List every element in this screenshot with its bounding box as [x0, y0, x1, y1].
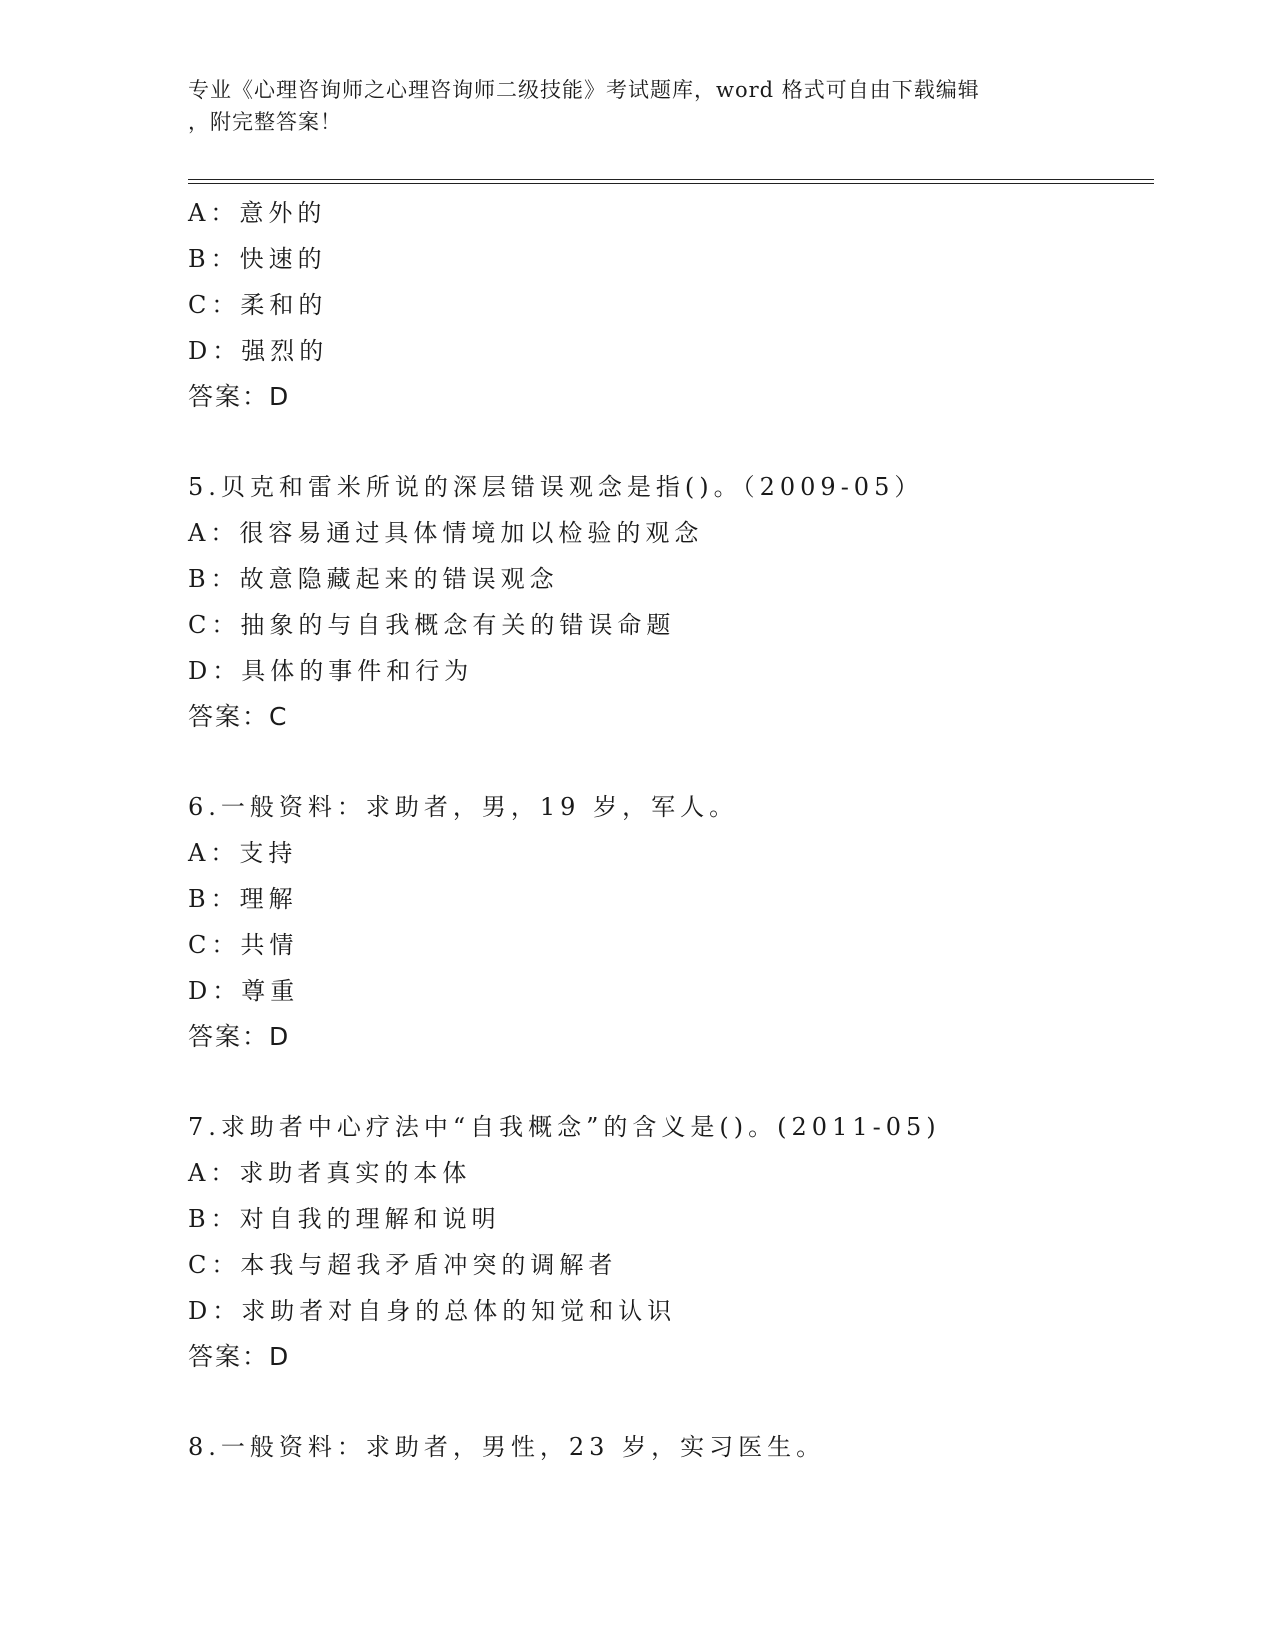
answer: 答案：C [188, 702, 289, 731]
question-list [188, 190, 1148, 1470]
option-b: B：对自我的理解和说明 [188, 1205, 501, 1233]
option-d: D：求助者对自身的总体的知觉和认识 [188, 1297, 677, 1325]
option-a: A：求助者真实的本体 [188, 1159, 472, 1187]
option-d: D：具体的事件和行为 [188, 657, 474, 685]
header-line-2: ，附完整答案！ [188, 110, 342, 134]
option-d: D：强烈的 [188, 337, 329, 365]
option-c: C：柔和的 [188, 291, 328, 319]
answer: 答案：D [188, 1342, 291, 1371]
question-4 [188, 190, 1148, 420]
option-a: A：意外的 [188, 199, 327, 227]
question-6 [188, 784, 1148, 1060]
header-divider-bottom [188, 183, 1154, 184]
option-c: C：共情 [188, 931, 299, 959]
option-a: A：支持 [188, 839, 298, 867]
option-c: C：抽象的与自我概念有关的错误命题 [188, 611, 676, 639]
question-7 [188, 1104, 1148, 1380]
question-stem: 8.一般资料：求助者，男性，23 岁，实习医生。 [188, 1433, 826, 1461]
option-b: B：理解 [188, 885, 298, 913]
option-d: D：尊重 [188, 977, 300, 1005]
question-stem: 6.一般资料：求助者，男，19 岁，军人。 [188, 793, 739, 821]
question-8 [188, 1424, 1148, 1470]
option-a: A：很容易通过具体情境加以检验的观念 [188, 519, 704, 547]
option-b: B：故意隐藏起来的错误观念 [188, 565, 559, 593]
answer: 答案：D [188, 1022, 291, 1051]
question-stem: 5.贝克和雷米所说的深层错误观念是指()。（2009-05） [188, 473, 924, 501]
header-divider-top [188, 179, 1154, 180]
header-line-1: 专业《心理咨询师之心理咨询师二级技能》考试题库，word 格式可自由下载编辑 [188, 78, 980, 102]
option-b: B：快速的 [188, 245, 327, 273]
option-c: C：本我与超我矛盾冲突的调解者 [188, 1251, 618, 1279]
question-5 [188, 464, 1148, 740]
document-header [188, 74, 1088, 138]
question-stem: 7.求助者中心疗法中“自我概念”的含义是()。(2011-05) [188, 1113, 941, 1141]
answer: 答案：D [188, 382, 291, 411]
